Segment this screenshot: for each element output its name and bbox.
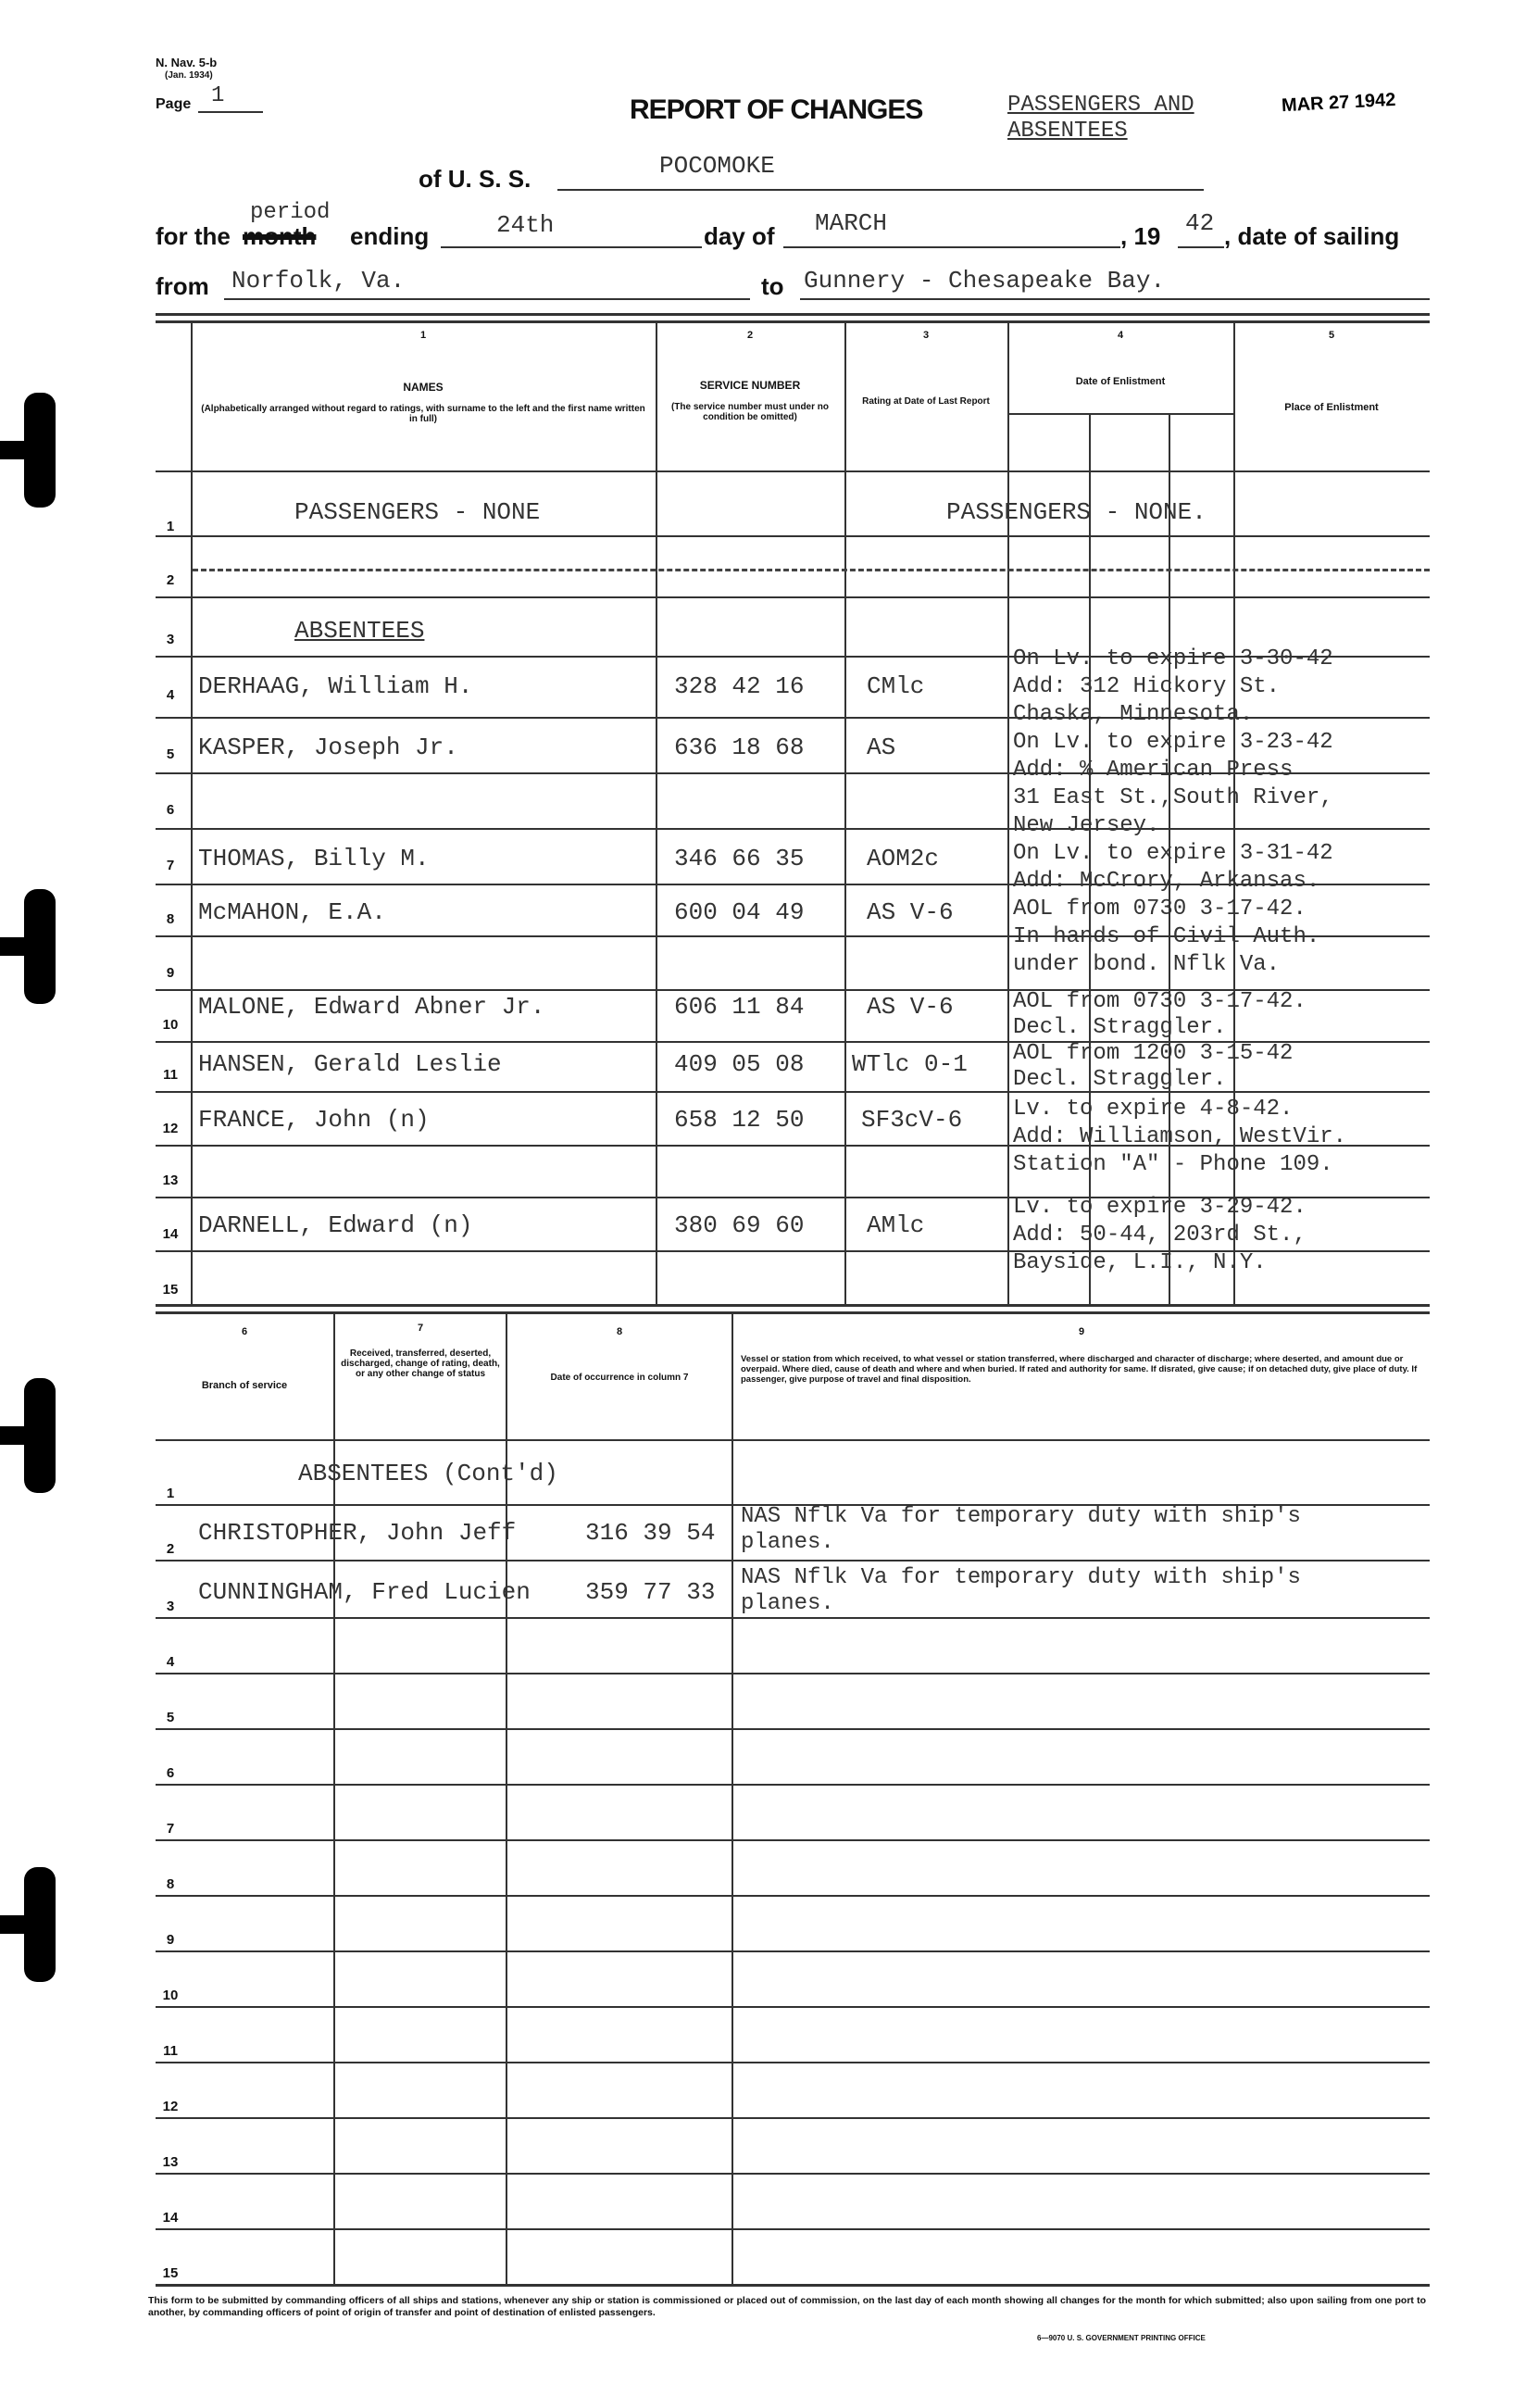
absentees-label: ABSENTEES [294,617,425,645]
absentee-name: McMAHON, E.A. [198,898,386,926]
remark-line: AOL from 0730 3-17-42. [1013,989,1307,1014]
absentee-service-number: 346 66 35 [674,845,805,872]
remark-line: Station "A" - Phone 109. [1013,1152,1333,1177]
printer-imprint: 6—9070 U. S. GOVERNMENT PRINTING OFFICE [1037,2334,1206,2342]
ending-year: 42 [1185,209,1215,237]
ship-name: POCOMOKE [659,152,775,180]
absentee-rating: AS V-6 [867,898,954,926]
row-number: 3 [166,1599,175,1614]
row-number: 15 [162,1282,179,1298]
remark-line: Add: 312 Hickory St. [1013,674,1281,699]
ending-label: ending [350,222,430,250]
date-of-sailing-label: , date of sailing [1224,222,1400,250]
remark-line: Add: 50-44, 203rd St., [1013,1223,1307,1248]
absentee-name: FRANCE, John (n) [198,1106,430,1134]
binder-punch-mark [0,1867,56,1982]
absentee-rating: WTlc 0-1 [852,1050,968,1078]
row-number: 12 [162,1121,179,1136]
absentee-name: MALONE, Edward Abner Jr. [198,993,545,1021]
row-number: 14 [162,1226,179,1242]
absentee-name: CUNNINGHAM, Fred Lucien [198,1578,531,1606]
absentee-service-number: 328 42 16 [674,672,805,700]
remark-line: Bayside, L.I., N.Y. [1013,1250,1267,1275]
to-destination: Gunnery - Chesapeake Bay. [804,267,1166,295]
row-number: 15 [162,2265,179,2281]
passengers-none-left: PASSENGERS - NONE [294,498,541,526]
absentee-rating: CMlc [867,672,925,700]
absentee-rating: SF3cV-6 [861,1106,963,1134]
page-label: Page [156,96,192,112]
ending-day: 24th [496,211,555,239]
row-number: 1 [166,1486,175,1501]
col1-number: 1 [419,330,427,341]
binder-punch-mark [0,889,56,1004]
absentees-continued-label: ABSENTEES (Cont'd) [298,1460,558,1487]
absentee-remark: planes. [741,1591,834,1616]
row-number: 2 [166,572,175,588]
rating-header: Rating at Date of Last Report [862,396,990,407]
remark-line: under bond. Nflk Va. [1013,952,1281,977]
remark-line: On Lv. to expire 3-23-42 [1013,730,1333,755]
form-instructions: This form to be submitted by commanding officers of all ships and stations, whenever any ship or station is commissioned or placed out of commission, on the last day of each month showing all changes for the month for which submitted; also upon sailing from one port to another, by commanding officers of point of origin of transfer and point of destination of enlisted passengers. [148,2295,1426,2318]
row-number: 8 [166,1876,175,1892]
row-number: 6 [166,802,175,818]
day-of-label: day of [704,222,775,250]
absentee-service-number: 409 05 08 [674,1050,805,1078]
row-number: 2 [166,1541,175,1557]
row-number: 9 [166,965,175,981]
absentee-name: DERHAAG, William H. [198,672,473,700]
row-number: 5 [166,746,175,762]
remark-line: AOL from 0730 3-17-42. [1013,897,1307,922]
row-number: 11 [163,1067,178,1083]
received-header: Received, transferred, deserted, discharged, change of rating, death, or any other change of status [341,1348,500,1379]
remark-line: Lv. to expire 4-8-42. [1013,1097,1294,1122]
row-number: 1 [166,519,175,534]
row-number: 8 [166,911,175,927]
for-the-label: for the [156,222,231,250]
row-number: 10 [162,1988,179,2003]
absentee-name: THOMAS, Billy M. [198,845,430,872]
from-label: from [156,272,209,300]
row-number: 6 [166,1765,175,1781]
remark-line: On Lv. to expire 3-31-42 [1013,841,1333,866]
ship-name-field [557,165,1204,191]
service-number-header: SERVICE NUMBER [699,379,801,392]
names-subheader: (Alphabetically arranged without regard to ratings, with surname to the left and the first name written in full) [201,404,645,424]
page-number-field [198,83,263,113]
absentee-name: KASPER, Joseph Jr. [198,734,458,761]
remark-line: AOL from 1200 3-15-42 [1013,1041,1294,1066]
period-correction: period [250,200,331,225]
col5-number: 5 [1328,330,1335,341]
to-label: to [761,272,784,300]
form-number: N. Nav. 5-b [156,56,218,69]
from-port: Norfolk, Va. [231,267,406,295]
row-number: 11 [163,2043,178,2059]
absentee-service-number: 359 77 33 [585,1578,716,1606]
row-number: 14 [162,2210,179,2226]
absentee-remark: NAS Nflk Va for temporary duty with ship's [741,1565,1301,1590]
enlistment-place-header: Place of Enlistment [1284,402,1379,413]
names-header: NAMES [403,381,444,394]
ship-label: of U. S. S. [419,165,531,193]
received-date-stamp: MAR 27 1942 [1281,89,1396,117]
year-prefix: , 19 [1120,222,1161,250]
col4-number: 4 [1117,330,1124,341]
day-field [441,222,702,248]
row-number: 7 [166,1821,175,1837]
vessel-header: Vessel or station from which received, to what vessel or station transferred, where discharged and character of discharge; where deserted, and amount due or overpaid. Where died, cause of death and where and when buried. If rated and authority for same. If disrated, give cause; if on detached duty, give place of duty. If passenger, give purpose of travel and final disposition. [741,1354,1418,1385]
absentee-service-number: 658 12 50 [674,1106,805,1134]
row-number: 10 [162,1017,179,1033]
absentee-name: DARNELL, Edward (n) [198,1211,473,1239]
absentee-service-number: 380 69 60 [674,1211,805,1239]
remark-line: Decl. Straggler. [1013,1015,1227,1040]
remark-line: 31 East St.,South River, [1013,785,1333,810]
binder-punch-mark [0,393,56,508]
row-number: 9 [166,1932,175,1948]
row-number: 12 [162,2099,179,2114]
remark-line: Add: % American Press [1013,758,1294,783]
col7-number: 7 [417,1323,424,1334]
remark-line: New Jersey. [1013,813,1160,838]
remark-line: On Lv. to expire 3-30-42 [1013,646,1333,671]
col8-number: 8 [616,1326,623,1337]
form-title: REPORT OF CHANGES [630,94,923,125]
enlistment-date-header: Date of Enlistment [1075,376,1166,387]
remark-line: Decl. Straggler. [1013,1067,1227,1092]
col6-number: 6 [241,1326,248,1337]
row-number: 7 [166,858,175,873]
row-number: 4 [166,1654,175,1670]
branch-header: Branch of service [201,1380,288,1391]
remark-line: In hands of Civil Auth. [1013,924,1320,949]
absentee-name: HANSEN, Gerald Leslie [198,1050,502,1078]
remark-line: Chaska, Minnesota. [1013,702,1254,727]
report-type-line1: PASSENGERS AND [1007,93,1194,118]
absentee-remark: planes. [741,1530,834,1555]
col9-number: 9 [1078,1326,1085,1337]
remark-line: Lv. to expire 3-29-42. [1013,1195,1307,1220]
col2-number: 2 [746,330,754,341]
ending-month: MARCH [815,209,888,237]
col3-number: 3 [922,330,930,341]
absentee-rating: AOM2c [867,845,940,872]
occurrence-date-header: Date of occurrence in column 7 [550,1373,689,1383]
absentee-name: CHRISTOPHER, John Jeff [198,1519,517,1547]
row-number: 13 [162,1173,179,1188]
remark-line: Add: Williamson, WestVir. [1013,1124,1347,1149]
absentee-service-number: 636 18 68 [674,734,805,761]
form-date: (Jan. 1934) [165,70,213,81]
absentee-rating: AS V-6 [867,993,954,1021]
row-number: 3 [166,632,175,647]
report-type-line2: ABSENTEES [1007,119,1128,144]
remark-line: Add: McCrory, Arkansas. [1013,869,1320,894]
page-number: 1 [211,83,225,108]
row-number: 5 [166,1710,175,1725]
row-number: 4 [166,687,175,703]
absentee-rating: AMlc [867,1211,925,1239]
absentee-service-number: 600 04 49 [674,898,805,926]
absentee-remark: NAS Nflk Va for temporary duty with ship's [741,1504,1301,1529]
absentee-rating: AS [867,734,896,761]
service-number-subheader: (The service number must under no condition be omitted) [670,402,830,422]
absentee-service-number: 316 39 54 [585,1519,716,1547]
month-struck-out: month [243,222,317,250]
binder-punch-mark [0,1378,56,1493]
absentee-service-number: 606 11 84 [674,993,805,1021]
passengers-none-right: PASSENGERS - NONE. [946,498,1207,526]
row-number: 13 [162,2154,179,2170]
